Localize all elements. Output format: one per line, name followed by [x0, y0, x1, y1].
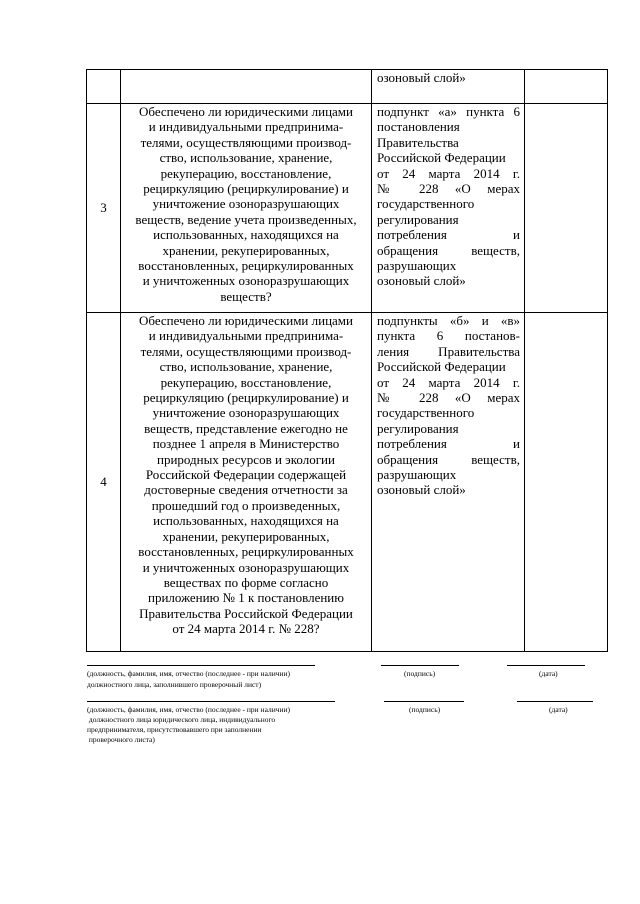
reference-line: озоновый слой»: [377, 70, 466, 85]
question-line: рекуперацию, восстановление,: [160, 165, 332, 181]
reference-line: подпункт «а» пункта 6: [377, 104, 520, 119]
question-line: уничтожение озоноразрушающих: [152, 196, 340, 212]
reference-line: Правительства: [377, 134, 459, 150]
question-line: веществах по форме согласно: [163, 574, 329, 590]
question-line: Российской Федерации содержащей: [145, 467, 347, 483]
date-caption: (дата): [549, 705, 568, 714]
question-line: телями, осуществляющими производ-: [140, 343, 352, 359]
reference-line: № 228 «О мерах: [377, 390, 520, 406]
date-line[interactable]: [507, 665, 585, 666]
sign-caption: (подпись): [404, 669, 436, 678]
question-text: [121, 104, 372, 313]
name-caption: предпринимателя, присутствовавшего при заполнении: [87, 725, 262, 734]
cell-question: [121, 70, 372, 104]
question-line: позднее 1 апреля в Министерство: [152, 436, 340, 452]
reference-line: регулирования: [377, 211, 459, 227]
question-line: приложению № 1 к постановлению: [148, 590, 344, 606]
name-caption: должностного лица, заполнившего проверочный лист): [87, 680, 262, 689]
question-line: природных ресурсов и экологии: [157, 451, 335, 467]
sign-caption: (подпись): [409, 705, 441, 714]
reference-line: Российской Федерации: [377, 150, 506, 166]
question-line: использованных, находящихся на: [153, 513, 339, 529]
reference-line: пункта 6 постанов-: [377, 328, 520, 344]
question-line: ство, использование, хранение,: [159, 150, 333, 166]
question-line: и уничтоженных озоноразрушающих: [142, 273, 350, 289]
question-line: и уничтоженных озоноразрушающих: [142, 559, 350, 575]
table-row: [87, 104, 608, 313]
cell-number: [87, 70, 121, 104]
reference-line: ления Правительства: [377, 343, 520, 359]
date-caption: (дата): [539, 669, 558, 678]
reference-line: подпункты «б» и «в»: [377, 313, 520, 328]
question-line: веществ, ведение учета произведенных,: [135, 211, 357, 227]
question-line: прошедший год о произведенных,: [151, 497, 341, 513]
question-line: веществ, представление ежегодно не: [144, 420, 348, 436]
date-line[interactable]: [517, 701, 593, 702]
question-line: ство, использование, хранение,: [159, 359, 333, 375]
question-line: от 24 марта 2014 г. № 228?: [172, 621, 320, 637]
reference-line: озоновый слой»: [377, 273, 466, 289]
question-line: веществ?: [220, 288, 272, 304]
question-line: и индивидуальными предпринима-: [148, 119, 344, 135]
question-line: хранении, рекуперированных,: [162, 528, 330, 544]
question-line: Обеспечено ли юридическими лицами: [138, 104, 353, 119]
row-number: 4: [87, 313, 121, 652]
cell-answer: [525, 313, 608, 652]
name-signature-line[interactable]: [87, 701, 335, 702]
reference-text: [372, 104, 525, 313]
question-line: рециркуляцию (рециркулирование) и: [143, 390, 349, 406]
reference-line: разрушающих: [377, 467, 457, 483]
question-line: восстановленных, рециркулированных: [138, 544, 354, 560]
question-line: восстановленных, рециркулированных: [138, 258, 354, 274]
name-caption: должностного лица юридического лица, индивидуального: [87, 715, 276, 724]
reference-line: № 228 «О мерах: [377, 181, 520, 197]
reference-line: Российской Федерации: [377, 359, 506, 375]
reference-line: обращения веществ,: [377, 451, 520, 467]
question-line: хранении, рекуперированных,: [162, 242, 330, 258]
reference-line: постановления: [377, 119, 460, 135]
checklist-table: [86, 69, 608, 652]
name-caption: (должность, фамилия, имя, отчество (последнее - при наличии): [87, 669, 291, 678]
reference-line: потребления и: [377, 436, 520, 452]
cell-answer: [525, 104, 608, 313]
reference-line: разрушающих: [377, 258, 457, 274]
question-text: [121, 313, 372, 652]
reference-line: от 24 марта 2014 г.: [377, 165, 520, 181]
cell-reference: [372, 70, 525, 104]
reference-line: от 24 марта 2014 г.: [377, 374, 520, 390]
question-line: рекуперацию, восстановление,: [160, 374, 332, 390]
question-line: достоверные сведения отчетности за: [144, 482, 348, 498]
cell-answer: [525, 70, 608, 104]
table-row: [87, 70, 608, 104]
question-line: и индивидуальными предпринима-: [148, 328, 344, 344]
question-line: Правительства Российской Федерации: [139, 605, 353, 621]
reference-line: потребления и: [377, 227, 520, 243]
question-line: Обеспечено ли юридическими лицами: [138, 313, 353, 328]
reference-text: [372, 313, 525, 652]
row-number: 3: [87, 104, 121, 313]
table-row: [87, 313, 608, 652]
signature-line[interactable]: [381, 665, 459, 666]
reference-line: регулирования: [377, 420, 459, 436]
reference-line: государственного: [377, 405, 475, 421]
reference-line: обращения веществ,: [377, 242, 520, 258]
question-line: использованных, находящихся на: [153, 227, 339, 243]
signature-line[interactable]: [384, 701, 464, 702]
reference-line: озоновый слой»: [377, 482, 466, 498]
question-line: телями, осуществляющими производ-: [140, 134, 352, 150]
name-caption: проверочного листа): [87, 735, 155, 744]
name-caption: (должность, фамилия, имя, отчество (последнее - при наличии): [87, 705, 291, 714]
name-signature-line[interactable]: [87, 665, 315, 666]
question-line: рециркуляцию (рециркулирование) и: [143, 181, 349, 197]
question-line: уничтожение озоноразрушающих: [152, 405, 340, 421]
reference-line: государственного: [377, 196, 475, 212]
